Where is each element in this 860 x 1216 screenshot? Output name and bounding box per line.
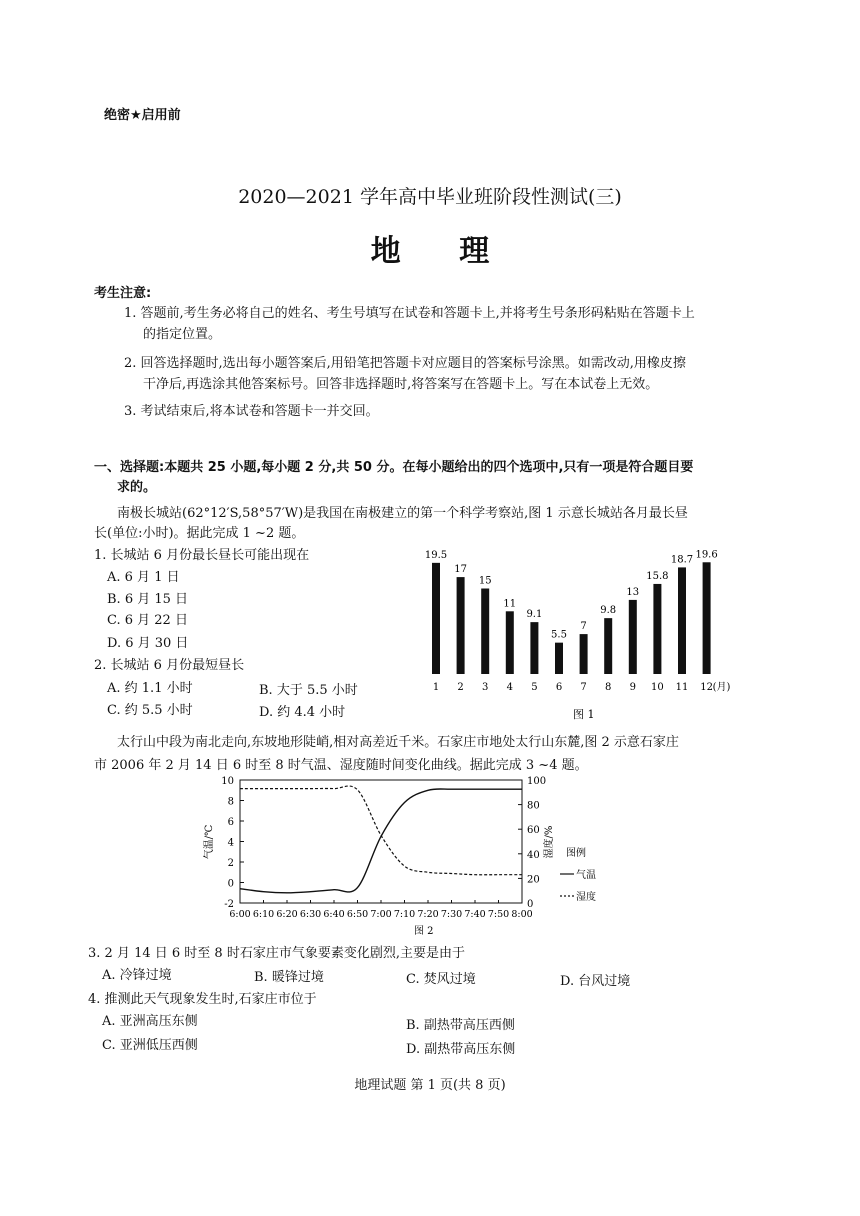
x-tick-label: 8:00	[511, 909, 533, 920]
question-1-option-d: D. 6 月 30 日	[107, 636, 189, 651]
passage-2-line-2: 市 2006 年 2 月 14 日 6 时至 8 时气温、湿度随时间变化曲线。据此完成 3 ~4 题。	[94, 758, 588, 773]
bar-month-10	[653, 584, 661, 674]
section-heading-line-2: 求的。	[117, 480, 157, 495]
y-right-tick-label: 100	[527, 776, 547, 787]
humidity-line	[240, 786, 522, 875]
x-tick-label: 6:00	[229, 909, 251, 920]
y-left-tick-label: 10	[221, 776, 234, 787]
notice-line-5: 3. 考试结束后,将本试卷和答题卡一并交回。	[124, 404, 379, 419]
x-tick-label: 6:20	[276, 909, 298, 920]
bar-value-label: 5.5	[551, 629, 567, 641]
figure-1-caption: 图 1	[573, 708, 595, 721]
bar-month-7	[580, 634, 588, 674]
question-4-stem: 4. 推测此天气现象发生时,石家庄市位于	[88, 992, 317, 1007]
bar-value-label: 7	[580, 621, 587, 633]
legend-label-temperature: 气温	[576, 870, 596, 881]
bar-value-label: 9.1	[526, 609, 543, 621]
temperature-line	[240, 789, 522, 893]
bar-value-label: 9.8	[600, 605, 617, 617]
figure-2-line-chart	[200, 772, 640, 938]
question-1-stem: 1. 长城站 6 月份最长昼长可能出现在	[94, 548, 310, 563]
y-right-axis-label: 湿度/%	[544, 825, 555, 859]
page-footer: 地理试题 第 1 页(共 8 页)	[354, 1078, 506, 1093]
legend-title: 图例	[566, 848, 586, 859]
x-tick-label: 1	[432, 682, 440, 693]
confidential-mark: 绝密★启用前	[104, 108, 181, 123]
x-tick-label: 7:10	[393, 909, 416, 920]
question-3-option-c: C. 焚风过境	[406, 972, 476, 987]
x-tick-label: 9	[629, 682, 636, 693]
bar-month-3	[481, 589, 489, 675]
x-tick-label: 7:30	[440, 909, 463, 920]
passage-1-line-1: 南极长城站(62°12′S,58°57′W)是我国在南极建立的第一个科学考察站,图 1 示意长城站各月最长昼	[117, 506, 688, 521]
question-2-stem: 2. 长城站 6 月份最短昼长	[94, 658, 245, 673]
y-right-tick-label: 80	[527, 800, 540, 812]
x-tick-label: 11	[675, 682, 689, 693]
bar-value-label: 17	[454, 564, 467, 576]
bar-value-label: 19.5	[424, 549, 448, 561]
notice-line-1: 1. 答题前,考生务必将自己的姓名、考生号填写在试卷和答题卡上,并将考生号条形码粘贴在答题卡上	[124, 306, 695, 321]
bar-month-8	[604, 618, 612, 674]
x-tick-label: 12	[700, 682, 713, 693]
figure-2-caption: 图 2	[414, 926, 434, 937]
exam-title: 2020—2021 学年高中毕业班阶段性测试(三)	[238, 186, 622, 208]
bar-month-11	[678, 567, 686, 674]
question-2-option-c: C. 约 5.5 小时	[107, 703, 193, 718]
notice-line-3: 2. 回答选择题时,选出每小题答案后,用铅笔把答题卡对应题目的答案标号涂黑。如需改动,用橡皮擦	[124, 356, 686, 371]
question-1-option-b: B. 6 月 15 日	[107, 592, 189, 607]
bar-value-label: 19.6	[695, 549, 718, 561]
question-3-option-a: A. 冷锋过境	[102, 968, 172, 983]
passage-1-line-2: 长(单位:小时)。据此完成 1 ~2 题。	[94, 526, 305, 541]
bar-value-label: 18.7	[670, 554, 694, 566]
section-heading-line-1: 一、选择题:本题共 25 小题,每小题 2 分,共 50 分。在每小题给出的四个选项中,只有一项是符合题目要	[94, 460, 694, 475]
y-left-tick-label: 0	[227, 878, 234, 890]
y-left-axis-label: 气温/℃	[204, 824, 215, 860]
x-tick-label: 4	[506, 682, 513, 693]
x-tick-label: 6:30	[299, 909, 322, 920]
passage-2-line-1: 太行山中段为南北走向,东坡地形陡峭,相对高差近千米。石家庄市地处太行山东麓,图 2 示意石家庄	[117, 735, 679, 750]
x-unit-label: (月)	[712, 682, 731, 693]
y-left-tick-label: 2	[227, 858, 234, 869]
bar-value-label: 15.8	[646, 570, 669, 582]
question-1-option-c: C. 6 月 22 日	[107, 613, 188, 628]
question-4-option-c: C. 亚洲低压西侧	[102, 1038, 198, 1053]
question-3-stem: 3. 2 月 14 日 6 时至 8 时石家庄市气象要素变化剧烈,主要是由于	[88, 946, 465, 961]
x-tick-label: 5	[531, 682, 538, 693]
question-1-option-a: A. 6 月 1 日	[107, 570, 180, 585]
bar-month-12	[703, 562, 711, 674]
question-2-option-d: D. 约 4.4 小时	[259, 705, 346, 720]
y-right-tick-label: 60	[527, 825, 540, 837]
x-tick-label: 7	[580, 682, 587, 693]
question-3-option-d: D. 台风过境	[560, 974, 631, 989]
x-tick-label: 10	[651, 682, 664, 693]
bar-month-5	[530, 622, 538, 674]
notice-heading: 考生注意:	[94, 286, 152, 301]
y-right-tick-label: 0	[527, 899, 534, 910]
notice-line-4: 干净后,再选涂其他答案标号。回答非选择题时,将答案写在答题卡上。写在本试卷上无效。	[143, 377, 659, 392]
x-tick-label: 6	[555, 682, 563, 693]
x-tick-label: 3	[482, 682, 489, 693]
bar-value-label: 11	[503, 598, 517, 610]
question-4-option-b: B. 副热带高压西侧	[406, 1018, 515, 1033]
bar-month-1	[432, 563, 440, 674]
question-4-option-a: A. 亚洲高压东侧	[102, 1014, 198, 1029]
legend-label-humidity: 湿度	[576, 892, 596, 903]
y-left-tick-label: 8	[227, 796, 234, 808]
question-2-option-b: B. 大于 5.5 小时	[259, 683, 358, 698]
x-tick-label: 8	[605, 682, 612, 693]
bar-value-label: 13	[626, 586, 640, 598]
x-tick-label: 6:10	[252, 909, 275, 920]
question-4-option-d: D. 副热带高压东侧	[406, 1042, 516, 1057]
x-tick-label: 7:00	[370, 909, 392, 920]
y-right-tick-label: 20	[527, 874, 540, 886]
bar-month-9	[629, 600, 637, 674]
question-3-option-b: B. 暖锋过境	[254, 970, 324, 985]
y-left-tick-label: 6	[227, 817, 234, 828]
y-left-tick-label: -2	[224, 899, 234, 910]
notice-line-2: 的指定位置。	[143, 327, 222, 342]
question-2-option-a: A. 约 1.1 小时	[107, 681, 193, 696]
bar-month-6	[555, 643, 563, 674]
x-tick-label: 7:40	[464, 909, 486, 920]
x-tick-label: 7:50	[487, 909, 510, 920]
y-right-tick-label: 40	[527, 849, 540, 861]
bar-month-4	[506, 611, 514, 674]
bar-month-2	[457, 577, 465, 674]
x-tick-label: 6:40	[323, 909, 345, 920]
y-left-tick-label: 4	[227, 837, 234, 849]
bar-value-label: 15	[478, 575, 492, 587]
x-tick-label: 2	[457, 682, 464, 693]
x-tick-label: 7:20	[417, 909, 439, 920]
subject-title: 地 理	[370, 234, 514, 269]
plot-frame	[240, 780, 522, 903]
x-tick-label: 6:50	[346, 909, 369, 920]
figure-1-bar-chart	[410, 536, 740, 726]
